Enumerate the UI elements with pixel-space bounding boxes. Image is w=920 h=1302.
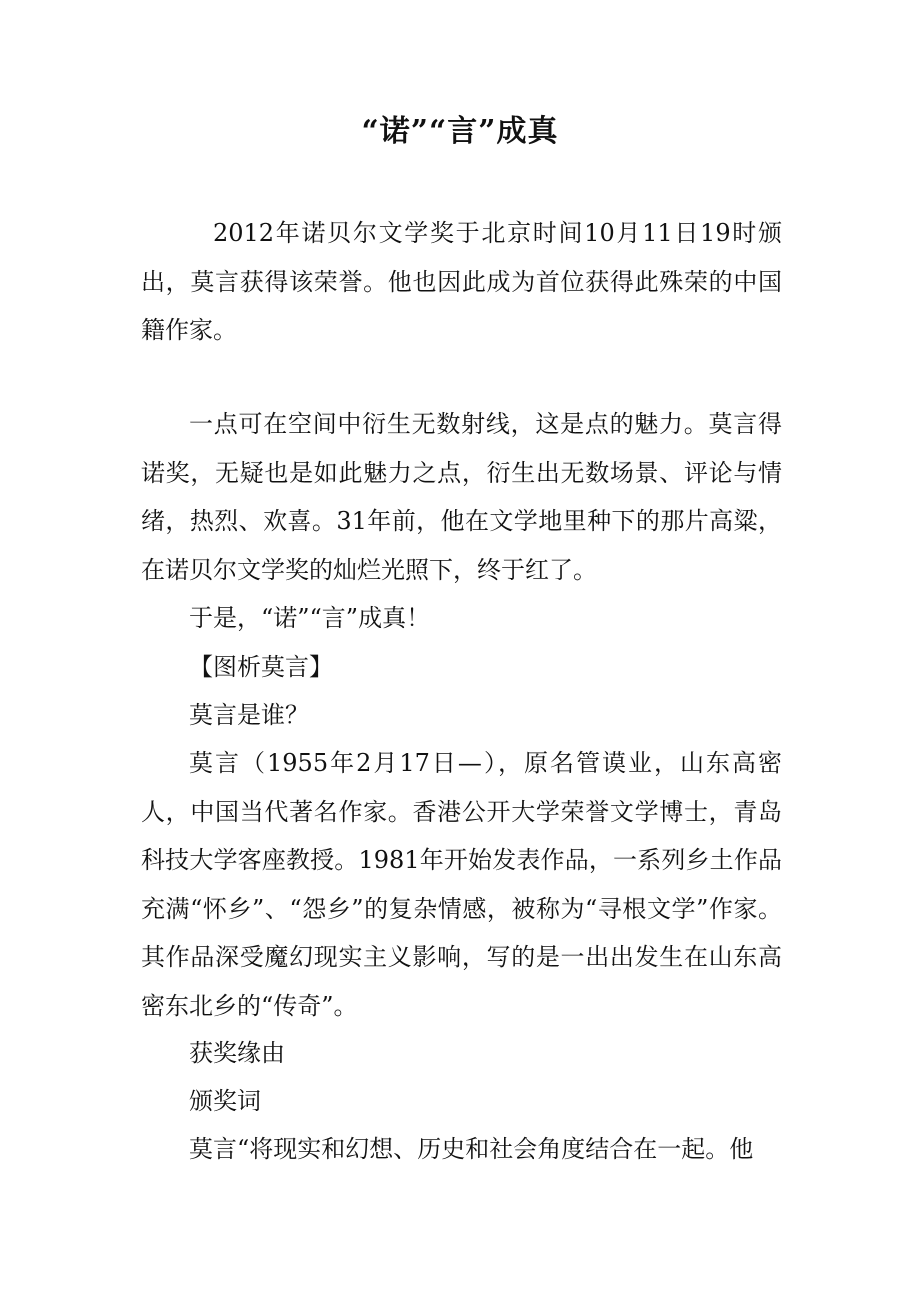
document-title: “诺”“言”成真 xyxy=(361,114,559,149)
question-who: 莫言是谁？ xyxy=(189,701,309,729)
paragraph-point-charm: 一点可在空间中衍生无数射线，这是点的魅力。莫言得诺奖，无疑也是如此魅力之点，衍生出无数场景、评论与情绪，热烈、欢喜。31年前，他在文学地里种下的那片高粱，在诺贝尔文学奖的灿烂光照下，终于红了。 xyxy=(141,410,782,584)
paragraph-promise-fulfilled: 于是，“诺”“言”成真！ xyxy=(189,604,431,632)
paragraph-announcement: 2012年诺贝尔文学奖于北京时间10月11日19时颁出，莫言获得该荣誉。他也因此成为首位获得此殊荣的中国籍作家。 xyxy=(141,219,782,344)
paragraph-biography: 莫言（1955年2月17日—），原名管谟业，山东高密人，中国当代著名作家。香港公开大学荣誉文学博士，青岛科技大学客座教授。1981年开始发表作品，一系列乡土作品充满“怀乡”、“怨乡”的复杂情感，被称为“寻根文学”作家。其作品深受魔幻现实主义影响，写的是一出出发生在山东高密东北乡的“传奇”。 xyxy=(141,749,782,1020)
section-heading-award-reason: 获奖缘由 xyxy=(189,1039,285,1067)
paragraph-citation-start: 莫言“将现实和幻想、历史和社会角度结合在一起。他 xyxy=(189,1135,754,1163)
section-heading-illustrated: 【图析莫言】 xyxy=(189,653,333,681)
section-heading-citation: 颁奖词 xyxy=(189,1087,261,1115)
